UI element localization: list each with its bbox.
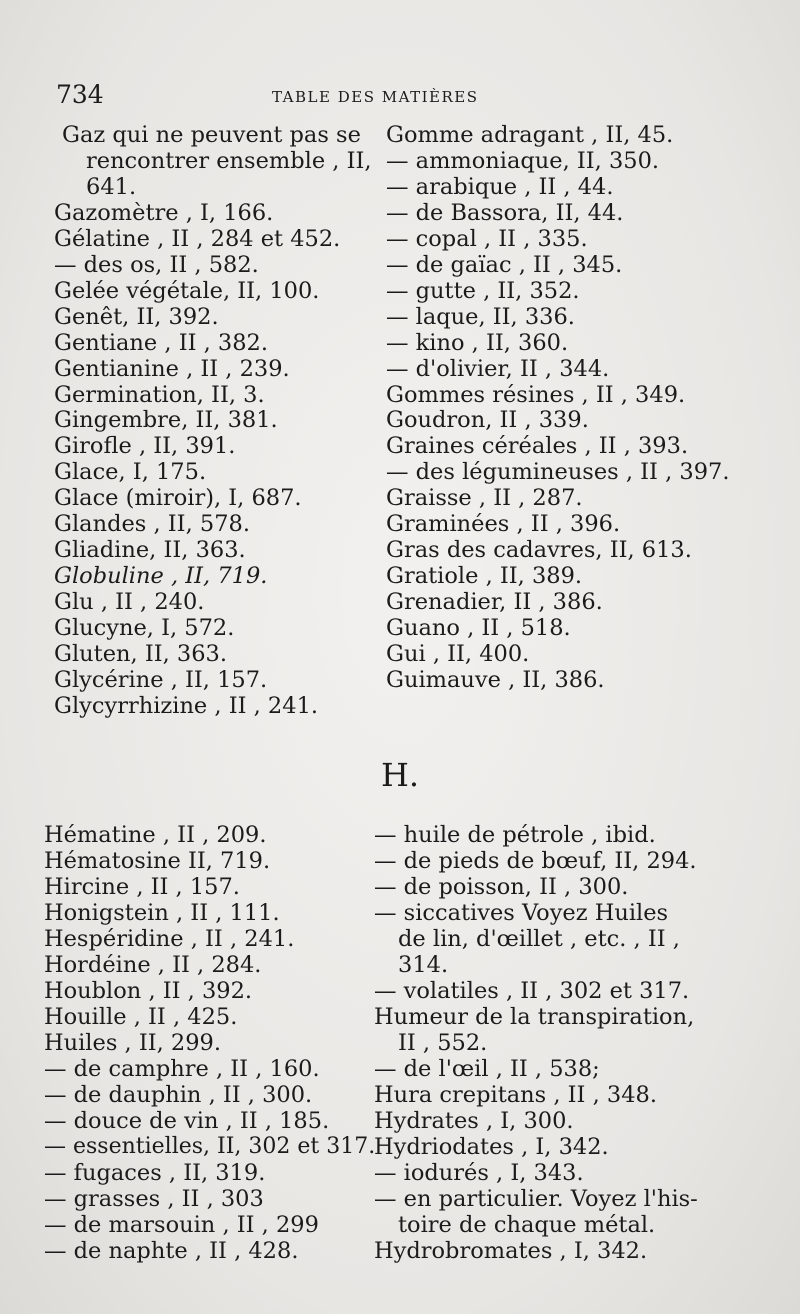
index-entry: — de marsouin , II , 299 bbox=[44, 1212, 319, 1238]
index-entry: — douce de vin , II , 185. bbox=[44, 1108, 330, 1134]
index-entry: Huiles , II, 299. bbox=[44, 1030, 222, 1056]
index-entry: Graminées , II , 396. bbox=[386, 511, 621, 538]
index-entry: — siccatives Voyez Huiles bbox=[374, 900, 669, 926]
index-entry: Guano , II , 518. bbox=[386, 615, 571, 642]
index-entry: Girofle , II, 391. bbox=[54, 433, 236, 460]
index-entry: Gluten, II, 363. bbox=[54, 641, 227, 667]
index-entry: — de l'œil , II , 538; bbox=[374, 1056, 600, 1082]
index-entry: 314. bbox=[398, 952, 449, 978]
index-entry: Hydrates , I, 300. bbox=[374, 1108, 574, 1134]
index-entry: Hircine , II , 157. bbox=[44, 874, 240, 900]
index-entry: — de poisson, II , 300. bbox=[374, 874, 629, 900]
index-entry: Hydrobromates , I, 342. bbox=[374, 1238, 648, 1264]
index-entry: Gentiane , II , 382. bbox=[54, 329, 269, 356]
index-entry: — des os, II , 582. bbox=[54, 251, 259, 278]
index-entry: Gentianine , II , 239. bbox=[54, 355, 290, 382]
index-entry: Hordéine , II , 284. bbox=[44, 952, 262, 978]
index-entry: Hématine , II , 209. bbox=[44, 822, 267, 848]
index-entry: Grenadier, II , 386. bbox=[386, 589, 603, 616]
index-entry: — de camphre , II , 160. bbox=[44, 1056, 320, 1082]
index-entry: — gutte , II, 352. bbox=[386, 277, 580, 304]
index-entry: Gras des cadavres, II, 613. bbox=[386, 537, 692, 564]
index-entry: Hespéridine , II , 241. bbox=[44, 926, 295, 952]
index-entry: toire de chaque métal. bbox=[398, 1212, 656, 1238]
index-entry: — en particulier. Voyez l'his- bbox=[374, 1186, 698, 1212]
index-entry: II , 552. bbox=[398, 1030, 488, 1056]
index-entry: Globuline , II, 719. bbox=[54, 563, 268, 590]
index-entry: — de pieds de bœuf, II, 294. bbox=[374, 848, 697, 874]
index-entry: Houblon , II , 392. bbox=[44, 978, 253, 1004]
index-entry: Gingembre, II, 381. bbox=[54, 407, 278, 434]
index-entry: Glace (miroir), I, 687. bbox=[54, 485, 302, 512]
index-entry: — laque, II, 336. bbox=[386, 303, 575, 330]
index-entry: Guimauve , II, 386. bbox=[386, 666, 605, 693]
index-entry: Glucyne, I, 572. bbox=[54, 615, 235, 642]
index-entry: — essentielles, II, 302 et 317. bbox=[44, 1134, 376, 1159]
index-entry: Glycyrrhizine , II , 241. bbox=[54, 692, 319, 719]
index-entry: — de Bassora, II, 44. bbox=[386, 199, 624, 226]
index-entry: Gommes résines , II , 349. bbox=[386, 381, 686, 408]
index-entry: — des légumineuses , II , 397. bbox=[386, 459, 730, 486]
index-entry: Honigstein , II , 111. bbox=[44, 900, 280, 926]
page-header bbox=[56, 80, 756, 116]
index-entry: — copal , II , 335. bbox=[386, 225, 588, 252]
index-entry: — de gaïac , II , 345. bbox=[386, 251, 623, 278]
index-entry: Gélatine , II , 284 et 452. bbox=[54, 225, 341, 252]
section-letter-h: H. bbox=[380, 756, 420, 794]
index-entry: Glu , II , 240. bbox=[54, 589, 205, 616]
index-entry: Goudron, II , 339. bbox=[386, 407, 589, 434]
index-entry: — huile de pétrole , ibid. bbox=[374, 822, 656, 848]
index-entry: — de naphte , II , 428. bbox=[44, 1238, 299, 1264]
index-entry: Gazomètre , I, 166. bbox=[54, 199, 274, 226]
index-entry: de lin, d'œillet , etc. , II , bbox=[398, 926, 680, 952]
index-entry: Gratiole , II, 389. bbox=[386, 563, 583, 590]
page-number: 734 bbox=[56, 80, 104, 109]
index-entry: rencontrer ensemble , II, bbox=[86, 147, 372, 174]
index-entry: Glycérine , II, 157. bbox=[54, 666, 268, 693]
index-entry: Gomme adragant , II, 45. bbox=[386, 122, 674, 148]
index-entry: Glace, I, 175. bbox=[54, 459, 207, 486]
index-entry: Glandes , II, 578. bbox=[54, 511, 250, 538]
index-entry: Germination, II, 3. bbox=[54, 381, 265, 408]
index-entry: — fugaces , II, 319. bbox=[44, 1160, 266, 1186]
index-entry: — arabique , II , 44. bbox=[386, 173, 614, 200]
index-entry: 641. bbox=[86, 173, 137, 200]
index-entry: Gliadine, II, 363. bbox=[54, 537, 246, 564]
index-entry: Genêt, II, 392. bbox=[54, 303, 219, 330]
index-entry: Humeur de la transpiration, bbox=[374, 1004, 695, 1030]
index-entry: Houille , II , 425. bbox=[44, 1004, 238, 1030]
index-entry: Hydriodates , I, 342. bbox=[374, 1134, 609, 1160]
index-entry: — iodurés , I, 343. bbox=[374, 1160, 584, 1186]
index-entry: — volatiles , II , 302 et 317. bbox=[374, 978, 690, 1004]
index-entry: — ammoniaque, II, 350. bbox=[386, 147, 660, 174]
index-entry: Graines céréales , II , 393. bbox=[386, 433, 689, 460]
index-entry: — de dauphin , II , 300. bbox=[44, 1082, 313, 1108]
index-entry: — grasses , II , 303 bbox=[44, 1186, 264, 1212]
index-entry: Hématosine II, 719. bbox=[44, 848, 271, 874]
running-head: TABLE DES MATIÈRES bbox=[272, 88, 479, 106]
index-entry: Hura crepitans , II , 348. bbox=[374, 1082, 657, 1108]
index-entry: Gui , II, 400. bbox=[386, 641, 530, 667]
index-entry: Gaz qui ne peuvent pas se bbox=[62, 122, 361, 148]
index-entry: Graisse , II , 287. bbox=[386, 485, 583, 512]
index-entry: — kino , II, 360. bbox=[386, 329, 569, 356]
index-entry: Gelée végétale, II, 100. bbox=[54, 277, 320, 304]
index-entry: — d'olivier, II , 344. bbox=[386, 355, 610, 382]
